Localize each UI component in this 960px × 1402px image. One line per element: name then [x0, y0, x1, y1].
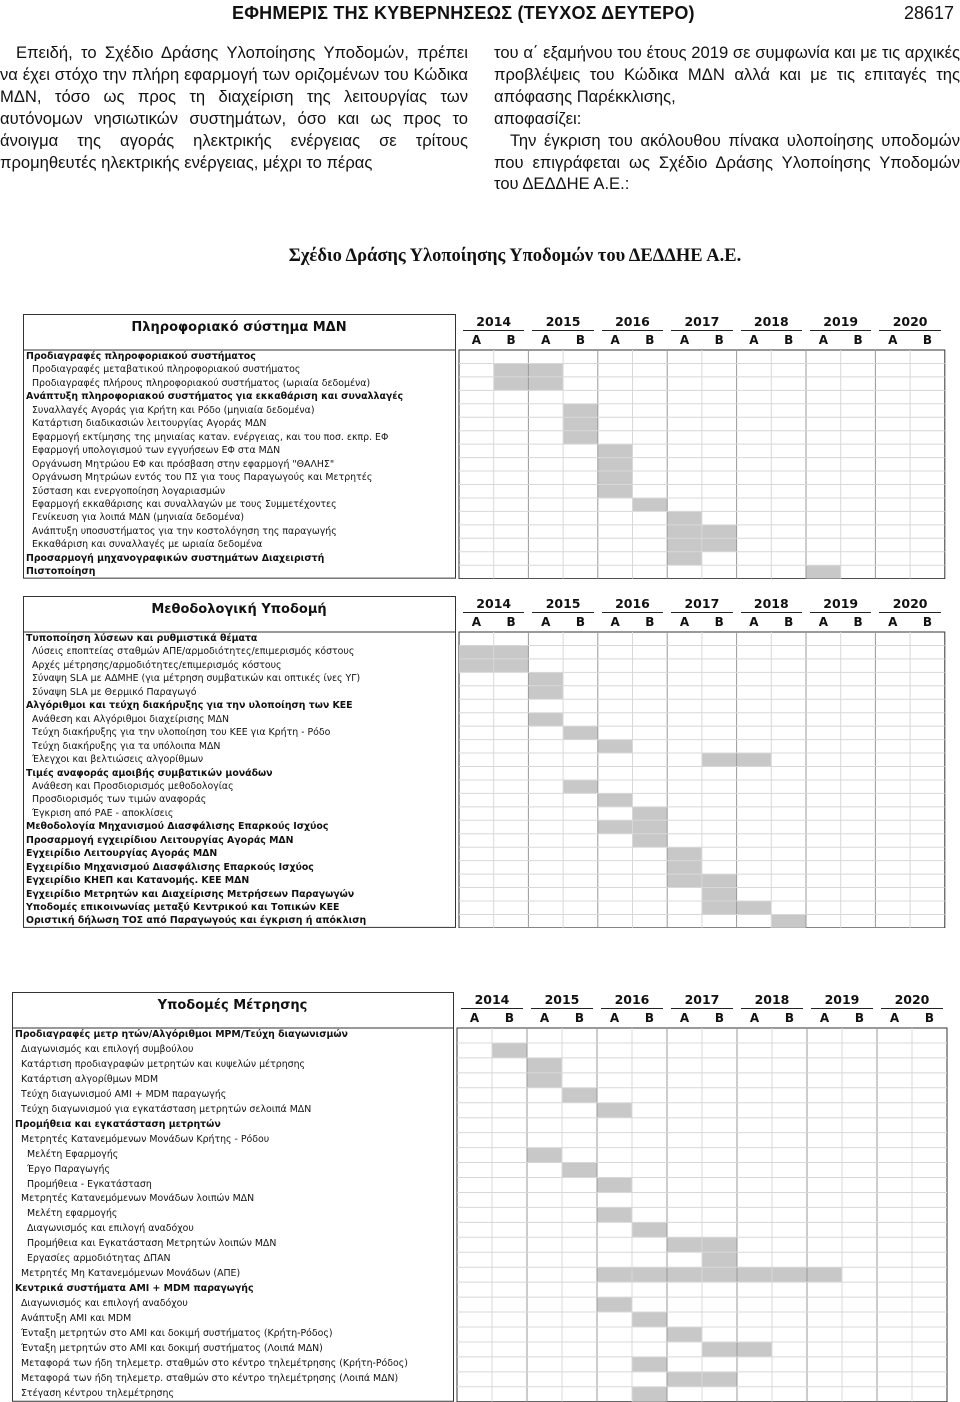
- gantt-bar: [771, 914, 806, 927]
- task-label: Αρχές μέτρησης/αρμοδιότητες/επιμερισμός κόστους: [32, 659, 282, 671]
- gantt-table-information-system: [23, 314, 947, 579]
- year-label: 2018: [753, 314, 789, 329]
- task-label: Προμήθεια - Εγκατάσταση: [27, 1178, 152, 1190]
- gantt-bar: [598, 793, 633, 806]
- task-label: Εγχειρίδιο Μηχανισμού Διασφάλισης Επαρκούς Ισχύος: [26, 861, 314, 873]
- task-label: Κατάρτιση προδιαγραφών μετρητών και κυψελών μέτρησης: [21, 1058, 306, 1070]
- half-year-label: Β: [922, 333, 933, 347]
- task-label: Πιστοποίηση: [26, 566, 96, 578]
- task-label: Προσδιορισμός των τιμών αναφοράς: [32, 794, 207, 806]
- task-label: Ένταξη μετρητών στο AMI και δοκιμή συστήματος (Κρήτη-Ρόδος): [21, 1328, 333, 1339]
- half-year-label: Α: [610, 333, 620, 347]
- gantt-bar: [563, 726, 598, 739]
- year-label: 2019: [823, 596, 859, 611]
- task-label: Κεντρικά συστήματα AMI + MDM παραγωγής: [15, 1283, 254, 1295]
- task-label: Συναλλαγές Αγοράς για Κρήτη και Ρόδο (μηνιαία δεδομένα): [32, 404, 315, 416]
- half-year-label: Α: [539, 1011, 550, 1025]
- task-label: Μετρητές Κατανεμόμενων Μονάδων λοιπών ΜΔΝ: [21, 1193, 255, 1205]
- gantt-bar: [528, 686, 563, 699]
- year-label: 2017: [684, 992, 720, 1007]
- task-label: Κατάρτιση αλγορίθμων MDM: [21, 1073, 159, 1085]
- year-label: 2014: [476, 596, 512, 611]
- task-label: Προδιαγραφές μετρ ητών/Αλγόριθμοι ΜΡΜ/Τεύχη διαγωνισμών: [15, 1029, 348, 1040]
- intro-paragraph: Επειδή, το Σχέδιο Δράσης Υλοποίησης Υποδομών, πρέπει να έχει στόχο την πλήρη εφαρμογή των οριζομένων του Κώδικα ΜΔΝ, τόσο ως προς τη διαχείριση της λειτουργίας των αυτόνομων νησιωτικών συστημάτων, όσο και ως προς το άνοιγμα της αγοράς ηλεκτρικής ενέργειας σε τρίτους προμηθευτές ηλεκτρικής ενέργειας, μέχρι το πέρας: [0, 43, 468, 172]
- gantt-bar: [562, 1088, 597, 1103]
- gantt-bar: [667, 1327, 702, 1342]
- task-label: Ανάπτυξη πληροφοριακού συστήματος για εκκαθάριση και συναλλαγές: [26, 391, 404, 403]
- half-year-label: Β: [645, 333, 655, 347]
- gantt-bar: [563, 417, 598, 430]
- task-label: Μελέτη Εφαρμογής: [27, 1148, 119, 1160]
- task-label: Γενίκευση για λοιπά ΜΔΝ (μηνιαία δεδομένα): [32, 512, 245, 524]
- gantt-bar: [598, 458, 633, 471]
- half-year-label: Β: [714, 333, 724, 347]
- gantt-bar: [597, 1297, 632, 1312]
- task-label: Έλεγχοι και βελτιώσεις αλγορίθμων: [32, 754, 204, 766]
- year-label: 2019: [824, 992, 860, 1007]
- year-label: 2020: [892, 314, 928, 329]
- gantt-bar: [632, 1387, 667, 1402]
- task-label: Προσαρμογή μηχανογραφικών συστημάτων Διαχειριστή: [26, 552, 325, 564]
- task-label: Έργο Παραγωγής: [27, 1163, 110, 1175]
- year-label: 2014: [474, 992, 510, 1007]
- half-year-label: Α: [610, 615, 620, 629]
- half-year-label: Β: [574, 1011, 585, 1025]
- gazette-title: ΕΦΗΜΕΡΙΣ ΤΗΣ ΚΥΒΕΡΝΗΣΕΩΣ (ΤΕΥΧΟΣ ΔΕΥΤΕΡΟ): [232, 3, 695, 23]
- task-label: Ανάθεση και Αλγόριθμοι διαχείρισης ΜΔΝ: [32, 713, 230, 725]
- gantt-bar: [597, 1178, 632, 1193]
- gantt-table-metering: [12, 992, 949, 1402]
- gantt-bar: [527, 1073, 562, 1088]
- half-year-label: Α: [749, 615, 759, 629]
- year-label: 2018: [753, 596, 789, 611]
- gantt-bar: [598, 444, 633, 457]
- year-label: 2014: [476, 314, 512, 329]
- gantt-bar: [492, 1043, 527, 1058]
- gantt-bar: [562, 1163, 597, 1178]
- task-label: Μεταφορά των ήδη τηλεμετρ. σταθμών στο κέντρο τηλεμέτρησης (Κρήτη-Ρόδος): [21, 1357, 408, 1369]
- task-label: Λύσεις εποπτείας σταθμών ΑΠΕ/αρμοδιότητες/επιμερισμός κόστους: [32, 646, 355, 658]
- half-year-label: Β: [853, 333, 863, 347]
- half-year-label: Β: [575, 615, 586, 629]
- half-year-label: Β: [784, 333, 794, 347]
- gantt-bar: [563, 404, 598, 417]
- task-label: Προδιαγραφές πληροφοριακού συστήματος: [26, 351, 256, 362]
- gantt-bar: [806, 565, 841, 578]
- left-column: [0, 42, 468, 173]
- half-year-label: Β: [504, 1011, 515, 1025]
- task-label: Ανάθεση και Προσδιορισμός μεθοδολογίας: [32, 780, 234, 792]
- task-label: Σύσταση και ενεργοποίηση λογαριασμών: [32, 485, 226, 497]
- gantt-bar: [632, 1222, 667, 1237]
- half-year-label: Β: [714, 615, 724, 629]
- gantt-bar: [563, 431, 598, 444]
- gantt-bar: [597, 1207, 632, 1222]
- half-year-label: Α: [749, 1011, 760, 1025]
- task-label: Τυποποίηση λύσεων και ρυθμιστικά θέματα: [26, 633, 258, 644]
- gantt-bar: [598, 471, 633, 484]
- task-label: Ένταξη μετρητών στο AMI και δοκιμή συστήματος (Λοιπά ΜΔΝ): [21, 1342, 323, 1354]
- plan-title: Σχέδιο Δράσης Υλοποίησης Υποδομών του ΔΕΔΔΗΕ Α.Ε.: [288, 246, 742, 266]
- table-title: Μεθοδολογική Υποδομή: [151, 602, 327, 617]
- half-year-label: Β: [575, 333, 586, 347]
- gantt-bar: [632, 1357, 667, 1372]
- task-label: Εργασίες αρμοδιότητας ΔΠΑΝ: [27, 1253, 171, 1265]
- gantt-bar: [563, 780, 598, 793]
- gantt-bar: [632, 1312, 667, 1327]
- task-label: Εφαρμογή υπολογισμού των εγγυήσεων ΕΦ στα ΜΔΝ: [32, 445, 281, 457]
- task-label: Εφαρμογή εκκαθάρισης και συναλλαγών με τους Συμμετέχοντες: [32, 498, 337, 510]
- half-year-label: Β: [506, 333, 516, 347]
- half-year-label: Β: [784, 1011, 795, 1025]
- half-year-label: Β: [854, 1011, 865, 1025]
- half-year-label: Α: [471, 615, 481, 629]
- year-label: 2016: [615, 314, 650, 329]
- task-label: Εκκαθάριση και συναλλαγές με ωριαία δεδομένα: [32, 539, 263, 551]
- year-label: 2017: [684, 596, 720, 611]
- decision-word: αποφασίζει:: [494, 108, 582, 128]
- half-year-label: Α: [888, 333, 898, 347]
- task-label: Ανάπτυξη AMI και MDM: [21, 1313, 132, 1325]
- task-label: Μελέτη εφαρμογής: [27, 1208, 118, 1220]
- half-year-label: Α: [469, 1011, 480, 1025]
- task-label: Μεταφορά των ήδη τηλεμετρ. σταθμών στο κέντρο τηλεμέτρησης (Λοιπά ΜΔΝ): [21, 1372, 399, 1384]
- task-label: Εγχειρίδιο ΚΗΕΠ και Κατανομής. ΚΕΕ ΜΔΝ: [26, 875, 250, 887]
- task-label: Εγχειρίδιο Λειτουργίας Αγοράς ΜΔΝ: [26, 848, 218, 860]
- half-year-label: Β: [506, 615, 516, 629]
- half-year-label: Α: [541, 333, 551, 347]
- half-year-label: Α: [679, 333, 690, 347]
- task-label: Οργάνωση Μητρώου ΕΦ και πρόσβαση στην εφαρμογή "ΘΑΛΗΣ": [32, 458, 335, 470]
- table-title: Υποδομές Μέτρησης: [157, 998, 308, 1013]
- half-year-label: Α: [471, 333, 481, 347]
- task-label: Εφαρμογή εκτίμησης της μηνιαίας καταν. ενέργειας, και του ποσ. εκπρ. ΕΦ: [32, 431, 389, 443]
- half-year-label: Β: [714, 1011, 725, 1025]
- task-label: Ανάπτυξη υποσυστήματος για την κοστολόγηση της παραγωγής: [32, 525, 337, 537]
- task-label: Προδιαγραφές μεταβατικού πληροφοριακού συστήματος: [32, 364, 301, 376]
- gantt-bar: [633, 834, 668, 847]
- task-label: Έγκριση από ΡΑΕ - αποκλίσεις: [32, 807, 174, 819]
- task-label: Προδιαγραφές πλήρους πληροφοριακού συστήματος (ωριαία δεδομένα): [32, 377, 371, 389]
- half-year-label: Α: [679, 1011, 690, 1025]
- task-label: Τεύχη διακήρυξης για την υλοποίηση του ΚΕΕ για Κρήτη - Ρόδο: [32, 727, 331, 739]
- gantt-bar: [667, 847, 702, 860]
- year-label: 2016: [614, 992, 650, 1007]
- task-label: Οργάνωση Μητρώων εντός του ΠΣ για τους Παραγωγούς και Μετρητές: [32, 472, 373, 484]
- half-year-label: Α: [679, 615, 690, 629]
- year-label: 2015: [545, 596, 581, 611]
- task-label: Τιμές αναφοράς αμοιβής συμβατικών μονάδων: [26, 767, 273, 779]
- task-label: Προμήθεια και εγκατάσταση μετρητών: [15, 1118, 221, 1130]
- gantt-bar: [598, 740, 633, 753]
- gantt-bar: [667, 511, 702, 524]
- page-header: [0, 0, 960, 30]
- half-year-label: Α: [541, 615, 551, 629]
- task-label: Διαγωνισμός και επιλογή αναδόχου: [27, 1223, 194, 1235]
- task-label: Μετρητές Κατανεμόμενων Μονάδων Κρήτης - Ρόδου: [21, 1133, 270, 1145]
- half-year-label: Β: [924, 1011, 935, 1025]
- task-label: Αλγόριθμοι και τεύχη διακήρυξης για την υλοποίηση των ΚΕΕ: [26, 700, 353, 712]
- half-year-label: Α: [818, 333, 828, 347]
- year-label: 2015: [544, 992, 580, 1007]
- task-label: Τεύχη διαγωνισμού AMI + MDM παραγωγής: [21, 1088, 227, 1100]
- gantt-bar: [528, 713, 563, 726]
- task-label: Προμήθεια και Εγκατάσταση Μετρητών λοιπών ΜΔΝ: [27, 1238, 277, 1250]
- half-year-label: Β: [645, 615, 655, 629]
- gantt-bar: [633, 807, 668, 820]
- gantt-bar: [702, 1252, 737, 1267]
- table-title: Πληροφοριακό σύστημα ΜΔΝ: [131, 320, 347, 335]
- gantt-bar: [667, 552, 702, 565]
- task-label: Προσαρμογή εγχειρίδιου Λειτουργίας Αγοράς ΜΔΝ: [26, 834, 294, 846]
- task-label: Διαγωνισμός και επιλογή συμβούλου: [21, 1043, 194, 1055]
- gantt-bar: [702, 888, 737, 901]
- gantt-bar: [597, 1267, 842, 1282]
- gantt-bar: [597, 1103, 632, 1118]
- gantt-bar: [527, 1148, 562, 1163]
- year-label: 2016: [615, 596, 650, 611]
- page-number: 28617: [903, 3, 954, 23]
- half-year-label: Α: [749, 333, 759, 347]
- half-year-label: Β: [784, 615, 794, 629]
- half-year-label: Α: [889, 1011, 900, 1025]
- task-label: Μεθοδολογία Μηχανισμού Διασφάλισης Επαρκούς Ισχύος: [26, 821, 329, 833]
- year-label: 2020: [894, 992, 930, 1007]
- gantt-table-methodology: [23, 596, 947, 928]
- task-label: Μετρητές Μη Κατανεμόμενων Μονάδων (ΑΠΕ): [21, 1268, 241, 1280]
- intro-paragraph-continued: του α΄ εξαμήνου του έτους 2019 σε συμφωνία και με τις αρχικές προβλέψεις του Κώδικα ΜΔΝ αλλά και με τις επιταγές της απόφασης Παρέκκλισης,: [494, 43, 960, 106]
- year-label: 2020: [892, 596, 928, 611]
- year-label: 2017: [684, 314, 720, 329]
- gantt-bar: [527, 1058, 562, 1073]
- gantt-bar: [633, 498, 668, 511]
- task-label: Κατάρτιση διαδικασιών λειτουργίας Αγοράς ΜΔΝ: [32, 418, 267, 430]
- gantt-bar: [667, 861, 702, 874]
- right-column: [494, 42, 960, 195]
- half-year-label: Β: [922, 615, 933, 629]
- task-label: Τεύχη διαγωνισμού για εγκατάσταση μετρητών σελοιπά ΜΔΝ: [21, 1103, 312, 1115]
- task-label: Τεύχη διακήρυξης για τα υπόλοιπα ΜΔΝ: [32, 740, 221, 752]
- task-label: Οριστική δήλωση ΤΟΣ από Παραγωγούς και έγκριση ή απόκλιση: [26, 915, 367, 927]
- half-year-label: Β: [853, 615, 863, 629]
- year-label: 2019: [823, 314, 859, 329]
- decision-paragraph: Την έγκριση του ακόλουθου πίνακα υλοποίησης υποδομών που επιγράφεται ως Σχέδιο Δράσης Υλοποίησης Υποδομών του ΔΕΔΔΗΕ Α.Ε.:: [494, 130, 960, 194]
- task-label: Σύναψη SLA με Θερμικό Παραγωγό: [32, 686, 197, 698]
- year-label: 2015: [545, 314, 581, 329]
- task-label: Υποδομές επικοινωνίας μεταξύ Κεντρικού και Τοπικών ΚΕΕ: [26, 902, 340, 913]
- year-label: 2018: [754, 992, 790, 1007]
- half-year-label: Β: [644, 1011, 655, 1025]
- task-label: Στέγαση κέντρου τηλεμέτρησης: [21, 1387, 174, 1399]
- half-year-label: Α: [888, 615, 898, 629]
- task-label: Διαγωνισμός και επιλογή αναδόχου: [21, 1298, 188, 1310]
- half-year-label: Α: [819, 1011, 830, 1025]
- gantt-bar: [598, 485, 633, 498]
- gantt-bar: [528, 672, 563, 685]
- half-year-label: Α: [609, 1011, 620, 1025]
- task-label: Εγχειρίδιο Μετρητών και Διαχείρισης Μετρήσεων Παραγωγών: [26, 888, 355, 900]
- task-label: Σύναψη SLA με ΑΔΜΗΕ (για μέτρηση συμβατικών και οπτικές ίνες ΥΓ): [32, 673, 361, 685]
- half-year-label: Α: [818, 615, 828, 629]
